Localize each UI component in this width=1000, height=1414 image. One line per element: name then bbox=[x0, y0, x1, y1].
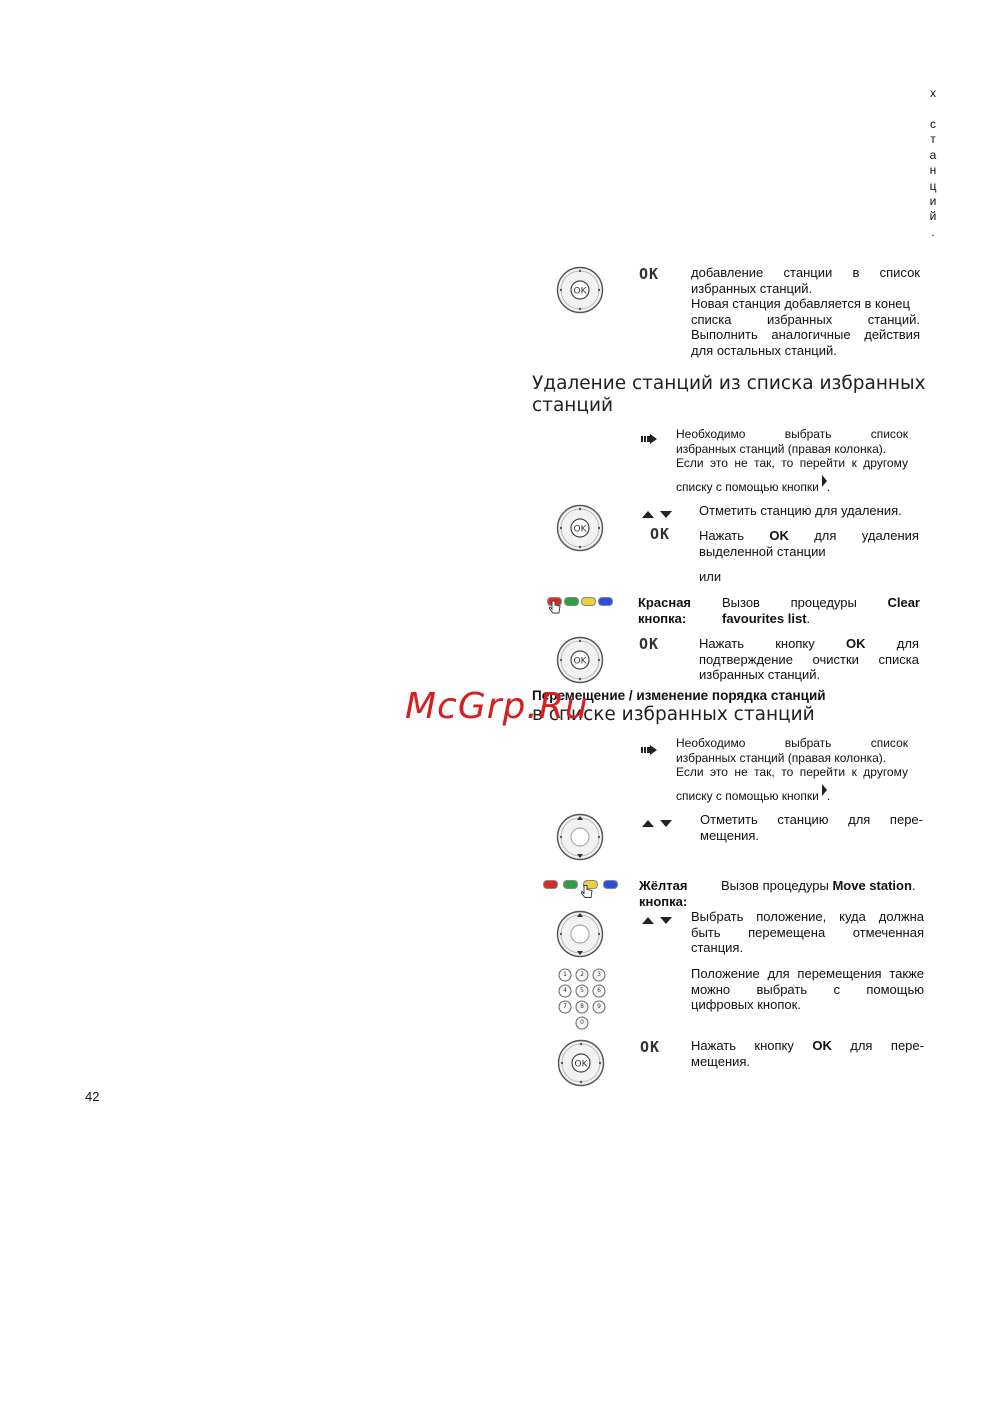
remote-dial-icon bbox=[556, 813, 604, 866]
ok-remote-dial-icon bbox=[557, 1039, 605, 1092]
side-char: н bbox=[929, 163, 937, 177]
side-char: т bbox=[930, 132, 936, 146]
text-line: Отметить станцию для пере- bbox=[700, 812, 923, 827]
text-line: Нажать кнопку OK для пере- bbox=[691, 1038, 924, 1053]
side-char: а bbox=[929, 148, 937, 162]
red-key-label: Красная кнопка: bbox=[638, 595, 692, 626]
heading-line: станций bbox=[532, 395, 614, 416]
side-char: с bbox=[930, 117, 936, 131]
text-line: быть перемещена отмеченная bbox=[691, 924, 924, 940]
text-line: Выбрать положение, куда должна bbox=[691, 909, 924, 924]
svg-text:9: 9 bbox=[597, 1003, 601, 1010]
watermark-logo: McGrp.Ru bbox=[405, 686, 589, 727]
text-line: Выполнить аналогичные действия bbox=[691, 327, 920, 342]
mark-station-delete: Отметить станцию для удаления. bbox=[699, 503, 902, 518]
text-line: списку с помощью кнопки . bbox=[676, 784, 908, 804]
text-line: избранных станций (правая колонка). bbox=[676, 750, 887, 765]
section-heading-move-bold: Перемещение / изменение порядка станций bbox=[532, 688, 826, 703]
text-line: подтверждение очистки списка bbox=[699, 651, 919, 667]
svg-text:OK: OK bbox=[573, 286, 587, 297]
text-line: Положение для перемещения также bbox=[691, 966, 924, 981]
final-ok-text bbox=[691, 1038, 924, 1069]
yellow-key-label: Жёлтая кнопка: bbox=[639, 878, 688, 909]
text-line: Нажать кнопку OK для bbox=[699, 636, 919, 651]
text-line: списка избранных станций. bbox=[691, 311, 920, 327]
text-line: выделенной станции bbox=[699, 543, 826, 559]
text-line: избранных станций. bbox=[691, 280, 813, 296]
ok-remote-dial-icon bbox=[556, 504, 604, 557]
text-line: можно выбрать с помощью bbox=[691, 981, 924, 997]
add-station-text bbox=[691, 265, 920, 358]
remote-dial-icon bbox=[556, 910, 604, 963]
text-line: Если это не так, то перейти к другому bbox=[676, 765, 908, 779]
text-line: избранных станций. bbox=[699, 667, 821, 682]
text-line: Если это не так, то перейти к другому bbox=[676, 456, 908, 470]
svg-text:0: 0 bbox=[580, 1019, 584, 1026]
text-line: добавление станции в список bbox=[691, 265, 920, 280]
text-line: мещения. bbox=[700, 827, 760, 843]
text-line: списку с помощью кнопки . bbox=[676, 475, 908, 495]
text-line: favourites list. bbox=[722, 610, 811, 626]
text-line: Новая станция добавляется в конец bbox=[691, 296, 910, 311]
ok-key-label: OK bbox=[639, 265, 660, 283]
select-position-text bbox=[691, 909, 924, 956]
text-line: избранных станций (правая колонка). bbox=[676, 441, 887, 456]
yellow-key-action: Вызов процедуры Move station. bbox=[721, 878, 916, 893]
side-char: и bbox=[929, 194, 937, 208]
text-line: цифровых кнопок. bbox=[691, 997, 801, 1012]
svg-text:4: 4 bbox=[563, 987, 567, 994]
ok-remote-dial-icon bbox=[556, 636, 604, 689]
up-down-arrows-icon bbox=[642, 505, 678, 523]
up-down-arrows-icon bbox=[642, 911, 678, 929]
press-ok-delete bbox=[699, 528, 919, 559]
ok-key-label: OK bbox=[640, 1038, 661, 1056]
text-line: Необходимо выбрать список bbox=[676, 736, 908, 750]
text-line: для остальных станций. bbox=[691, 342, 837, 358]
side-char: х bbox=[930, 86, 936, 100]
svg-text:7: 7 bbox=[563, 1003, 567, 1010]
red-key-action bbox=[722, 595, 920, 626]
hint-arrow-icon bbox=[641, 742, 657, 760]
page-number: 42 bbox=[85, 1089, 100, 1104]
svg-text:OK: OK bbox=[573, 656, 587, 667]
ok-key-label: OK bbox=[650, 525, 671, 543]
svg-text:8: 8 bbox=[580, 1003, 584, 1010]
numeric-keypad-icon bbox=[556, 968, 608, 1030]
svg-text:OK: OK bbox=[574, 1059, 588, 1070]
svg-text:6: 6 bbox=[597, 987, 601, 994]
svg-text:OK: OK bbox=[573, 524, 587, 535]
hint-arrow-icon bbox=[641, 431, 657, 449]
section-heading-delete bbox=[532, 373, 942, 417]
mark-station-move bbox=[700, 812, 923, 843]
digit-keys-text bbox=[691, 966, 924, 1013]
side-char: ц bbox=[929, 179, 937, 193]
svg-text:3: 3 bbox=[597, 971, 601, 978]
heading-line: Удаление станций из списка избранных bbox=[532, 373, 926, 394]
or-text: или bbox=[699, 569, 722, 584]
color-keys-icon bbox=[541, 880, 621, 900]
side-char: й bbox=[929, 209, 937, 223]
text-line: Необходимо выбрать список bbox=[676, 427, 908, 441]
text-line: Нажать OK для удаления bbox=[699, 528, 919, 543]
text-line: Вызов процедуры Clear bbox=[722, 595, 920, 610]
hint-text-move bbox=[676, 736, 908, 803]
text-line: мещения. bbox=[691, 1053, 751, 1069]
up-down-arrows-icon bbox=[642, 814, 678, 832]
section-heading-move: в списке избранных станций bbox=[532, 704, 815, 725]
hint-text-delete bbox=[676, 427, 908, 494]
confirm-clear-text bbox=[699, 636, 919, 683]
ok-key-label: OK bbox=[639, 635, 660, 653]
color-keys-icon bbox=[545, 597, 615, 615]
svg-text:5: 5 bbox=[580, 987, 584, 994]
text-line: станция. bbox=[691, 940, 744, 955]
side-char: . bbox=[931, 225, 935, 239]
svg-text:2: 2 bbox=[580, 971, 584, 978]
ok-remote-dial-icon bbox=[556, 266, 604, 319]
svg-text:1: 1 bbox=[563, 971, 567, 978]
